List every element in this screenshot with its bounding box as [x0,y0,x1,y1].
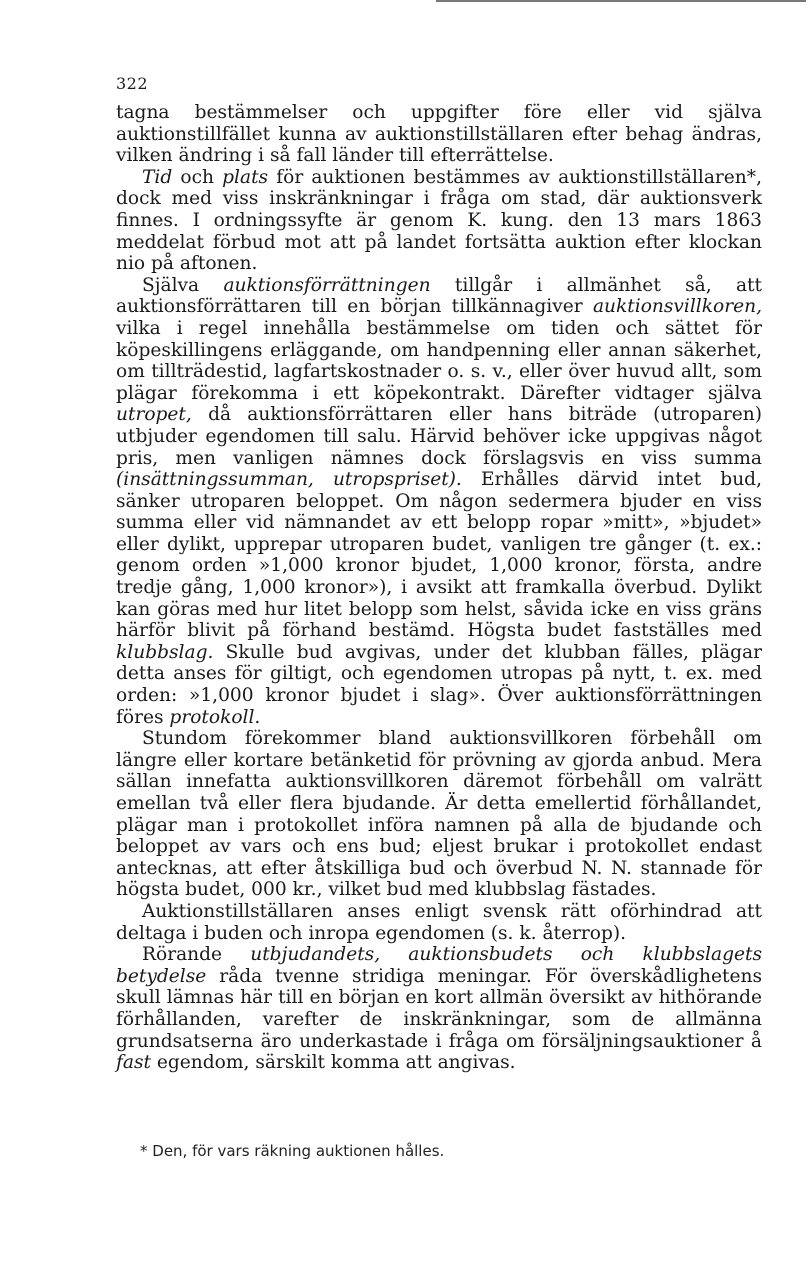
italic-term: Tid [142,166,173,188]
text-run: och [172,166,223,188]
text-run: Skulle bud avgivas, under det klubban fälles, plägar detta anses för giltigt, och egendomen utropas på nytt, t. ex. med orden: »1,000 kronor bjudet i slag». Över auktionsförrättningen föres [116,641,762,728]
italic-term: fast [116,1052,151,1074]
text-run: egendom, särskilt komma att angivas. [150,1052,516,1074]
text-run: för auktionen bestämmes av auktionstillställaren*, dock med viss inskränkningar i fråga om stad, där auktionsverk finnes. I ordningssyfte är genom K. kung. den 13 mars 1863 meddelat förbud mot att på landet fortsätta auktion efter klockan nio på aftonen. [116,166,762,275]
italic-term: klubbslag. [116,641,214,663]
text-run: tagna bestämmelser och uppgifter före eller vid själva auktionstillfället kunna av auktionstillställaren efter behag ändras, vilken ändring i så fall länder till efterrättelse. [116,102,762,167]
italic-term: auktionsförrättningen [223,274,431,296]
italic-term: auktionsvillkoren, [592,296,762,318]
italic-term: utropet, [116,404,192,426]
italic-term: plats [222,166,269,188]
italic-term: utbjudandets, auktionsbudets och klubbslagets betydelse [116,944,762,987]
paragraph [116,167,762,275]
paragraph [116,102,762,167]
page-number: 322 [116,74,149,93]
paragraph [116,728,762,901]
footnote: * Den, för vars räkning auktionen hålles. [140,1142,445,1160]
text-run: Auktionstillställaren anses enligt svensk rätt oförhindrad att deltaga i buden och inropa egendomen (s. k. återrop). [116,900,762,944]
paragraph [116,275,762,728]
text-run: Erhålles därvid intet bud, sänker utroparen beloppet. Om någon sedermera bjuder en viss summa eller vid nämnandet av ett belopp ropar »mitt», »bjudet» eller dylikt, upprepar utroparen budet, vanligen tre gånger (t. ex.: genom orden »1,000 kronor bjudet, 1,000 kronor, första, andre tredje gång, 1,000 kronor»), i avsikt att framkalla överbud. Dylikt kan göras med hur litet belopp som helst, såvida icke en viss gräns härför blivit på förhand bestämd. Högsta budet fastställes med [116,469,762,642]
text-run: råda tvenne stridiga meningar. För överskådlighetens skull lämnas här till en början en kort allmän översikt av hithörande förhållanden, varefter de inskränkningar, som de allmänna grundsatserna äro underkastade i fråga om försäljningsauktioner å [116,965,762,1052]
paragraph [116,901,762,944]
text-run: Stundom förekommer bland auktionsvillkoren förbehåll om längre eller kortare betänketid för prövning av gjorda anbud. Mera sällan innefatta auktionsvillkoren däremot förbehåll om valrätt emellan två eller flera bjudande. Är detta emellertid förhållandet, plägar man i protokollet införa namnen på alla de bjudande och beloppet av vars och ens bud; eljest brukar i protokollet endast antecknas, att efter åtskilliga bud och överbud N. N. stannade för högsta budet, 000 kr., vilket bud med klubbslag fästades. [116,728,762,901]
text-run: vilka i regel innehålla bestämmelse om tiden och sättet för köpeskillingens erläggande, om handpenning eller annan säkerhet, om tillträdestid, lagfartskostnader o. s. v., eller över huvud allt, som plägar förekomma i ett köpekontrakt. Därefter vidtager själva [116,317,762,404]
italic-term: protokoll. [169,706,261,728]
text-run: Rörande [142,944,251,966]
body-text [116,102,762,1074]
page-top-rule [436,0,806,2]
text-run: tillgår i allmänhet så, att auktionsförrättaren till en början tillkännagiver [116,274,762,318]
text-run: då auktionsförrättaren eller hans biträde (utroparen) utbjuder egendomen till salu. Härvid behöver icke uppgivas något pris, men vanligen nämnes dock förslagsvis en viss summa [116,404,762,469]
italic-term: (insättningssumman, utropspriset). [116,469,462,491]
paragraph [116,944,762,1074]
text-run: Själva [142,274,224,296]
